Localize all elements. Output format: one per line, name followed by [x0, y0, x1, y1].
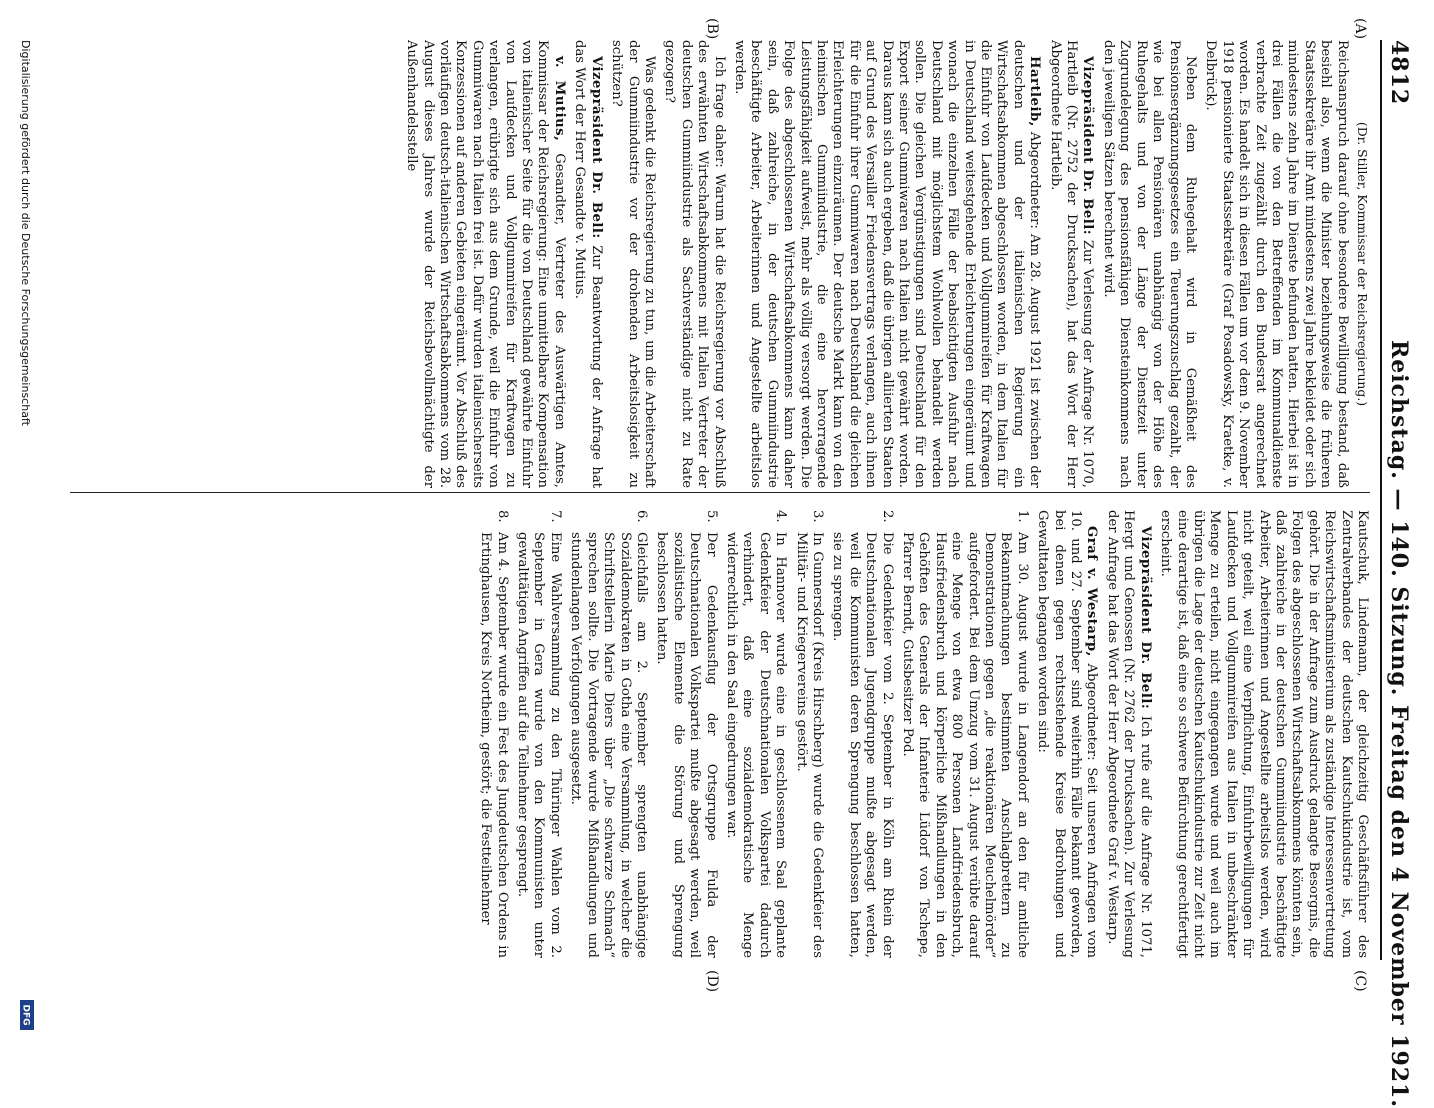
- paragraph: Reichsanspruch darauf ohne besondere Bewilligung bestand, daß besiehl also, wenn die Minister beziehungsweise die früheren Staatssekretäre ihr Amt mindestens zwei Jahre bekleidet oder sich mindestens zehn Jahre im Dienste befunden hatten. Hierbei ist in drei Fällen die von den Betreffenden im Kommunaldienste verbrachte Zeit zugezählt durch den Bundesrat angerechnet worden. Es handelt sich in diesen Fällen um vor dem 9. November 1918 pensionierte Staatssekretäre (Graf Posadowsky, Kraetke, v. Delbrück).: [1203, 40, 1350, 488]
- list-item-text: Der Gedenkausflug der Ortsgruppe Fulda der Deutschnationalen Volkspartei mußte abgesagt werden, weil sozialistische Elemente die Störung und Sprengung beschlossen hatten.: [654, 532, 719, 958]
- left-column: [70, 40, 1370, 488]
- vice-president-label: Vizepräsident Dr. Bell:: [1080, 56, 1096, 236]
- list-item-number: 2.: [879, 510, 895, 523]
- list-item-number: 6.: [633, 510, 649, 523]
- list-item: [567, 510, 649, 958]
- speaker-name: Hartleib,: [1027, 56, 1043, 127]
- list-item-number: 5.: [703, 510, 719, 523]
- list-item-text: Gleichfalls am 2. September sprengten unabhängige Sozialdemokraten in Gotha eine Versammlung, in welcher die Schriftstellerin Marie Diers über „Die schwarze Schmach“ sprechen sollte. Die Vortragende wurde Mißhandlungen und stundenlangen Verfolgungen ausgesetzt.: [568, 532, 649, 958]
- list-item-text: In Gunnersdorf (Kreis Hirschberg) wurde die Gedenkfeier des Militär- und Kriegervereins gestört.: [793, 532, 825, 958]
- paragraph: v. Mutius, Gesandter, Vertreter des Auswärtigen Amtes, Kommissar der Reichsregierung: Eine unmittelbare Kompensation von italienischer Seite für die von Deutschland gewährte Einfuhr von Laufdecken und Vollgummireifen für Kraftwagen zu verlangen, erübrigte sich aus dem Grunde, weil die Einfuhr von Gummiwaren nach Italien frei ist. Dafür wurden italienischerseits Konzessionen auf anderen Gebieten eingeräumt. Vor Abschluß des vorläufigen deutsch-italienischen Wirtschaftsabkommens vom 28. August dieses Jahres wurde der Reichsbevollmächtigte der Außenhandelsstelle: [404, 40, 567, 488]
- header-rule: [1380, 40, 1382, 960]
- running-head: Reichstag. — 140. Sitzung. Freitag den 4 November 1921.: [1386, 340, 1412, 1108]
- list-item: [477, 510, 510, 958]
- paragraph: Vizepräsident Dr. Bell: Ich rufe auf die Anfrage Nr. 1071, Hergt und Genossen (Nr. 2762 der Drucksachen). Zur Verlesung der Anfrage hat das Wort der Herr Abgeordnete Graf v. Westarp.: [1104, 510, 1153, 958]
- speaker-attribution: (Dr. Stiller, Kommissar der Reichsregierung.): [1355, 121, 1370, 407]
- paragraph: Neben dem Ruhegehalt wird in Gemäßheit des Pensionsergänzungsgesetzes ein Teuerungszuschlag gezahlt, der wie bei allen Pensionären unabhängig von der Höhe des Ruhegehalts und von der Länge der Dienstzeit unter Zugrundelegung des pensionsfähigen Diensteinkommens nach den jeweiligen Sätzen berechnet wird.: [1100, 40, 1198, 488]
- dfg-logo: [20, 1000, 34, 1030]
- dfg-logo-text: DFG: [20, 1004, 31, 1026]
- speaker-name: v. Mutius,: [551, 56, 567, 142]
- margin-letter-b: (B): [704, 18, 720, 40]
- margin-letter-c: (C): [1352, 970, 1368, 992]
- numbered-list: [477, 510, 1030, 958]
- list-item: [829, 510, 895, 958]
- paragraph: Was gedenkt die Reichsregierung zu tun, um die Arbeiterschaft der Gummiindustrie vor der drohenden Arbeitslosigkeit zu schützen?: [609, 40, 657, 488]
- list-item-number: 4.: [773, 510, 789, 523]
- speaker-name: Graf v. Westarp,: [1084, 526, 1100, 657]
- speaker-role: Abgeordneter:: [1084, 663, 1100, 761]
- margin-letter-d: (D): [704, 970, 720, 993]
- list-item-number: 3.: [810, 510, 825, 523]
- column-divider: [70, 492, 1370, 493]
- digitization-note: Digitalisierung gefördert durch die Deutsche Forschungsgemeinschaft: [19, 40, 32, 426]
- list-item-number: 7.: [547, 510, 563, 523]
- vice-president-label: Vizepräsident Dr. Bell:: [588, 56, 604, 239]
- list-item: [723, 510, 789, 958]
- vice-president-label: Vizepräsident Dr. Bell:: [1137, 526, 1153, 710]
- page-number: 4812: [1386, 40, 1412, 106]
- margin-letter-a: (A): [1352, 18, 1368, 40]
- list-item-number: 1.: [1014, 510, 1030, 523]
- paragraph: Ich frage daher: Warum hat die Reichsregierung vor Abschluß des erwähnten Wirtschaftsabkommens mit Italien Vertreter der deutschen Gummiindustrie als Sachverständige nicht zu Rate gezogen?: [662, 40, 727, 488]
- speaker-role: Abgeordneter:: [1027, 131, 1043, 229]
- list-item-text: In Hannover wurde eine in geschlossenem Saal geplante Gedenkfeier der Deutschnationalen Volkspartei dadurch verhindert, daß eine sozialdemokratische Menge widerrechtlich in den Saal eingedrungen war.: [723, 532, 789, 958]
- paragraph: Graf v. Westarp, Abgeordneter: Seit unseren Anfragen vom 10. und 27. September sind weiterhin Fälle bekannt geworden, bei denen gegen rechtsstehende Kreise Bedrohungen und Gewalttaten begangen worden sind:: [1035, 510, 1100, 958]
- speaker-role: Gesandter, Vertreter des Auswärtigen Amtes, Kommissar der Reichsregierung:: [535, 40, 567, 488]
- paragraph: Vizepräsident Dr. Bell: Zur Verlesung der Anfrage Nr. 1070, Hartleib (Nr. 2752 der Drucksachen), hat das Wort der Herr Abgeordnete Hartleib.: [1047, 40, 1096, 488]
- list-item: [792, 510, 825, 958]
- paragraph: Vizepräsident Dr. Bell: Zur Beantwortung der Anfrage hat das Wort der Herr Gesandte v. Mutius.: [572, 40, 604, 488]
- list-item-text: Am 30. August wurde in Langendorf an den für amtliche Bekanntmachungen bestimmten Anschlagbrettern zu Demonstrationen gegen „die reaktionären Meuchelmörder“ aufgefordert. Bei dem Umzug vom 31. August verübte darauf eine Menge von etwa 800 Personen Landfriedensbruch, Hausfriedensbruch und körperliche Mißhandlungen in den Gehöften des Generals der Infanterie Lüdorf von Tschepe, Pfarrer Berndt, Gutsbesitzer Pod.: [900, 532, 1030, 958]
- page-header: [1382, 40, 1412, 1108]
- list-item: [514, 510, 563, 958]
- list-item-text: Eine Wahlversammlung zu den Thüringer Wahlen vom 2. September in Gera wurde von den Kommunisten unter gewalttätigen Angriffen auf die Teilnehmer gesprengt.: [515, 532, 563, 958]
- paragraph: Hartleib, Abgeordneter: Am 28. August 1921 ist zwischen der deutschen und der italienischen Regierung ein Wirtschaftsabkommen abgeschlossen worden, in dem Italien für die Einfuhr von Laufdecken und Vollgummireifen für Kraftwagen in Deutschland weitestgehende Erleichterungen eingeräumt und wonach die einzelnen Fälle der beabsichtigten Ausfuhr nach Deutschland mit möglichstem Wohlwollen behandelt werden sollen. Die gleichen Vergünstigungen sind Deutschland für den Export seiner Gummiwaren nach Italien nicht gewährt worden. Daraus kann sich auch ergeben, daß die übrigen alliierten Staaten auf Grund des Versailler Friedensvertrags verlangen, auch ihnen für die Einfuhr ihrer Gummiwaren nach Deutschland die gleichen Erleichterungen einzuräumen. Der deutsche Markt kann von den heimischen Gummiindustrie, die eine hervorragende Leistungsfähigkeit aufweist, mehr als völlig versorgt werden. Die Folge des abgeschlossenen Wirtschaftsabkommens kann daher sein, daß zahlreiche, in der deutschen Gummiindustrie beschäftigte Arbeiter, Arbeiterinnen und Angestellte arbeitslos werden.: [731, 40, 1043, 488]
- list-item-text: Die Gedenkfeier vom 2. September in Köln am Rhein der Deutschnationalen Jugendgruppe mußte abgesagt werden, weil die Kommunisten deren Sprengung beschlossen hatten, sie zu sprengen.: [830, 532, 895, 958]
- list-item-text: Am 4. September wurde ein Fest des Jungdeutschen Ordens in Ertinghausen, Kreis Northeim, gestört; die Festteilnehmer: [478, 532, 510, 958]
- list-item: [653, 510, 719, 958]
- paragraph: Kautschuk, Lindemann, der gleichzeitig Geschäftsführer des Zentralverbandes der deutschen Kautschukindustrie ist, vom Reichswirtschaftsministerium als zuständige Interessenvertretung gehört. Die in der Anfrage zum Ausdruck gelangte Besorgnis, die Folgen des abgeschlossenen Wirtschaftsabkommens könnten sein, daß zahlreiche in der deutschen Gummiindustrie beschäftigte Arbeiter, Arbeiterinnen und Angestellte arbeitslos werden, wird nicht geteilt, weil eine Verpflichtung, Einfuhrbewilligungen für Laufdecken und Vollgummireifen aus Italien in unbeschränkter Menge zu erteilen, nicht eingegangen wurde und weil auch im übrigen die Lage der deutschen Kautschukindustrie zur Zeit nicht eine derartige ist, daß eine so schwere Befürchtung gerechtfertigt erscheint.: [1158, 510, 1370, 958]
- list-item-number: 8.: [494, 510, 510, 523]
- right-column: [70, 510, 1370, 958]
- list-item: [899, 510, 1030, 958]
